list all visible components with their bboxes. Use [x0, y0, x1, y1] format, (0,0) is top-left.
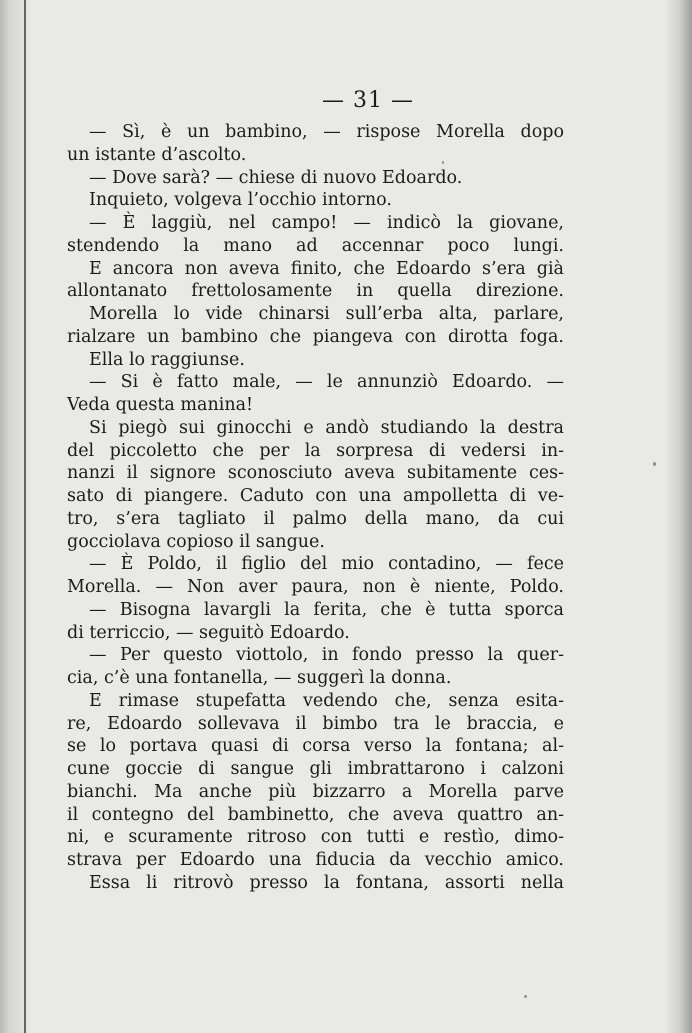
text-line: Veda questa manina! [67, 395, 254, 415]
text-line: nanzi il signore sconosciuto aveva subitamente ces- [67, 463, 564, 484]
text-line: strava per Edoardo una fiducia da vecchio amico. [67, 850, 564, 870]
text-line: Morella. — Non aver paura, non è niente, Poldo. [67, 577, 564, 597]
text-line: bianchi. Ma anche più bizzarro a Morella parve [67, 781, 564, 802]
page-edge-shadow [666, 0, 692, 1033]
text-line: — È laggiù, nel campo! — indicò la giovane, [89, 213, 564, 233]
text-line: del piccoletto che per la sorpresa di vedersi in- [67, 440, 564, 461]
page-number-text: — 31 — [322, 88, 414, 113]
paper-speck [524, 995, 527, 998]
text-line: E rimase stupefatta vedendo che, senza esita- [89, 690, 564, 711]
text-line: — Per questo viottolo, in fondo presso la quer- [89, 645, 564, 666]
text-line: cune goccie di sangue gli imbrattarono i calzoni [67, 759, 564, 779]
text-line: — Dove sarà? — chiese di nuovo Edoardo. [89, 167, 463, 188]
text-line: gocciolava copioso il sangue. [67, 531, 325, 552]
text-line: rialzare un bambino che piangeva con dirotta foga. [67, 326, 564, 347]
text-line: Morella lo vide chinarsi sull’erba alta, parlare, [89, 304, 564, 324]
text-line: stendendo la mano ad accennar poco lungi. [67, 235, 564, 256]
text-line: ni, e scuramente ritroso con tutti e restìo, dimo- [67, 827, 564, 848]
binding-edge [24, 0, 26, 1033]
text-line: Si piegò sui ginocchi e andò studiando la destra [89, 417, 564, 438]
text-line: allontanato frettolosamente in quella direzione. [67, 281, 564, 302]
text-line: Inquieto, volgeva l’occhio intorno. [89, 190, 392, 211]
text-line: — Bisogna lavargli la ferita, che è tutta sporca [89, 599, 564, 620]
text-line: E ancora non aveva finito, che Edoardo s’era già [89, 258, 564, 279]
text-line: Ella lo raggiunse. [89, 349, 245, 370]
text-line: — Si è fatto male, — le annunziò Edoardo. — [89, 372, 564, 393]
paper-speck [653, 462, 656, 466]
text-line: cia, c’è una fontanella, — suggerì la donna. [67, 668, 452, 688]
text-line: sato di piangere. Caduto con una ampolletta di ve- [67, 486, 564, 506]
text-line: se lo portava quasi di corsa verso la fontana; al- [67, 736, 564, 757]
page-number [0, 88, 692, 113]
text-line: un istante d’ascolto. [67, 144, 247, 165]
text-line: Essa li ritrovò presso la fontana, assorti nella [89, 872, 564, 893]
text-line: re, Edoardo sollevava il bimbo tra le braccia, e [67, 713, 564, 734]
text-line: tro, s’era tagliato il palmo della mano, da cui [67, 508, 564, 529]
body-text [67, 121, 564, 895]
text-line: — Sì, è un bambino, — rispose Morella dopo [89, 122, 564, 142]
text-line: di terriccio, — seguitò Edoardo. [67, 622, 350, 643]
text-line: — È Poldo, il figlio del mio contadino, — fece [89, 554, 564, 575]
text-line: il contegno del bambinetto, che aveva quattro an- [67, 804, 564, 825]
